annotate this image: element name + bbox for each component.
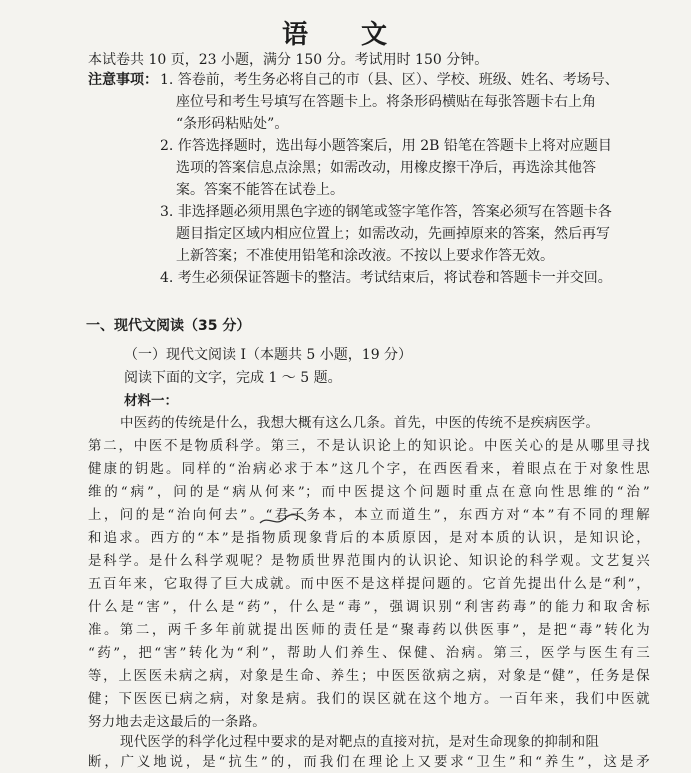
passage-line: 和追求。西方的“本”是指物质现象背后的本质原因，是对本质的认识，是知识论， [88, 531, 650, 546]
notice-line: 选项的答案信息点涂黑；如需改动，用橡皮擦干净后，再选涂其他答 [176, 160, 596, 176]
sub-section-heading: （一）现代文阅读 I（本题共 5 小题，19 分） [124, 347, 413, 363]
notice-line: “条形码粘贴处”。 [176, 116, 289, 132]
passage-line: “药”，把“害”转化为“利”，帮助人们养生、保健、治病。第三，医学与医生有三 [88, 646, 650, 661]
passage-line: 维的“病”，问的是“病从何来”；而中医提这个问题时重点在意向性思维的“治” [88, 485, 650, 500]
passage-line: 中医药的传统是什么，我想大概有这么几条。首先，中医的传统不是疾病医学。 [120, 416, 600, 431]
passage-line: 努力地去走这最后的一条路。 [88, 715, 266, 730]
notice-line: 4. 考生必须保证答题卡的整洁。考试结束后，将试卷和答题卡一并交回。 [160, 270, 612, 286]
notice-line: 3. 非选择题必须用黑色字迹的钢笔或签字笔作答，答案必须写在答题卡各 [160, 204, 612, 220]
pen-mark-icon [258, 513, 308, 527]
passage-line: 现代医学的科学化过程中要求的是对靶点的直接对抗，是对生命现象的抑制和阻 [120, 735, 600, 750]
reading-instruction: 阅读下面的文字，完成 1 ～ 5 题。 [124, 370, 342, 386]
notice-line: 上新答案；不准使用铅笔和涂改液。不按以上要求作答无效。 [176, 248, 554, 264]
material-label: 材料一： [124, 393, 178, 409]
passage-line: 什么是“害”，什么是“药”，什么是“毒”，强调识别“利害药毒”的能力和取舍标 [88, 600, 650, 615]
passage-line: 上，问的是“治向何去”。“君子务本，本立而道生”，东西方对“本”有不同的理解 [88, 508, 650, 523]
notice-line: 题目指定区域内相应位置上；如需改动，先画掉原来的答案，然后再写 [176, 226, 610, 242]
notice-label: 注意事项： [88, 72, 158, 88]
passage-line: 健；下医医已病之病，对象是病。我们的误区就在这个地方。一百年来，我们中医就 [88, 692, 650, 707]
passage-line: 是科学。是什么科学观呢？是物质世界范围内的认识论、知识论的科学观。文艺复兴 [88, 554, 650, 569]
exam-info: 本试卷共 10 页，23 小题，满分 150 分。考试用时 150 分钟。 [88, 52, 489, 68]
notice-line: 座位号和考生号填写在答题卡上。将条形码横贴在每张答题卡右上角 [176, 94, 596, 110]
passage-line: 五百年来，它取得了巨大成就。而中医不是这样提问题的。它首先提出什么是“利”， [88, 577, 650, 592]
passage-line: 准。第二，两千多年前就提出医师的责任是“聚毒药以供医事”，是把“毒”转化为 [88, 623, 650, 638]
section-heading: 一、现代文阅读（35 分） [86, 318, 251, 334]
passage-line: 第二，中医不是物质科学。第三，不是认识论上的知识论。中医关心的是从哪里寻找 [88, 439, 650, 454]
passage-line: 健康的钥匙。同样的“治病必求于本”这几个字，在西医看来，着眼点在于对象性思 [88, 462, 650, 477]
notice-line: 2. 作答选择题时，选出每小题答案后，用 2B 铅笔在答题卡上将对应题目 [160, 138, 612, 154]
passage-line: 断，广义地说，是“抗生”的，而我们在理论上又要求“卫生”和“养生”，这是矛 [88, 755, 650, 770]
notice-line: 1. 答卷前，考生务必将自己的市（县、区）、学校、班级、姓名、考场号、 [160, 72, 619, 88]
notice-line: 案。答案不能答在试卷上。 [176, 182, 344, 198]
passage-line: 等，上医医未病之病，对象是生命、养生；中医医欲病之病，对象是“健”，任务是保 [88, 669, 650, 684]
page-title: 语 文 [281, 20, 410, 50]
